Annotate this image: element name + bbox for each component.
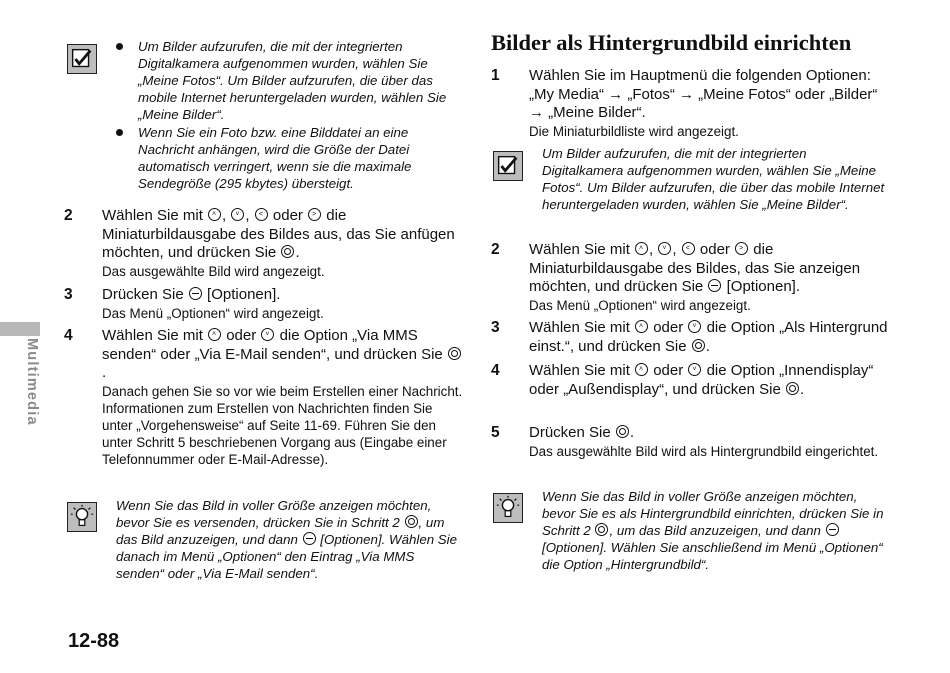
nav-down-icon: ˅: [688, 363, 701, 376]
step-result: Das ausgewählte Bild wird als Hintergrundbild eingerichtet.: [529, 443, 879, 459]
step-2: 2 Wählen Sie mit ˄ , ˅ , < oder > die Miniaturbildausgabe des Bildes, das Sie anzeigen möchten, und drücken Sie [Optionen]. Das Menü „Optionen“ wird angezeigt.: [491, 241, 891, 314]
nav-down-icon: ˅: [231, 208, 244, 221]
step-3: 3 Wählen Sie mit ˄ oder ˅ die Option „Als Hintergrund einst.“, und drücken Sie .: [491, 319, 888, 355]
nav-right-icon: >: [735, 242, 748, 255]
softkey-icon: [708, 279, 721, 292]
step-result: Das Menü „Optionen“ wird angezeigt.: [529, 297, 751, 313]
step-2: 2 Wählen Sie mit ˄ , ˅ , < oder > die Miniaturbildausgabe des Bildes aus, das Sie anfügen möchten, und drücken Sie . Das ausgewählte Bild wird angezeigt.: [64, 207, 464, 280]
nav-left-icon: <: [255, 208, 268, 221]
lightbulb-tip-icon: [493, 493, 523, 523]
right-note: Um Bilder aufzurufen, die mit der integrierten Digitalkamera aufgenommen wurden, wählen Sie „Meine Fotos“. Um Bilder aufzurufen, die über das mobile Internet heruntergeladen wurden, wählen Sie „Meine Bilder“.: [542, 146, 885, 212]
nav-down-icon: ˅: [688, 320, 701, 333]
center-key-icon: [405, 515, 418, 528]
step-number: 4: [64, 327, 73, 344]
softkey-icon: [303, 532, 316, 545]
nav-up-icon: ˄: [635, 320, 648, 333]
list-item: Wenn Sie ein Foto bzw. eine Bilddatei an eine Nachricht anhängen, wird die Größe der Datei automatisch verringert, wenn sie die maximale Sendegröße (295 kbytes) übersteigt.: [116, 124, 461, 192]
nav-left-icon: <: [682, 242, 695, 255]
nav-down-icon: ˅: [261, 328, 274, 341]
step-number: 3: [491, 319, 500, 336]
step-number: 5: [491, 424, 500, 441]
softkey-icon: [189, 287, 202, 300]
nav-up-icon: ˄: [208, 328, 221, 341]
step-4: 4 Wählen Sie mit ˄ oder ˅ die Option „Innendisplay“ oder „Außendisplay“, und drücken Sie .: [491, 362, 874, 398]
left-tip: Wenn Sie das Bild in voller Größe anzeigen möchten, bevor Sie es versenden, drücken Sie in Schritt 2 , um das Bild anzuzeigen, und dann [Optionen]. Wählen Sie danach im Menü „Optionen“ den Eintrag „Via MMS senden“ oder „Via E-Mail senden“.: [116, 498, 458, 581]
step-number: 1: [491, 67, 500, 84]
page-number: 12-88: [68, 630, 120, 652]
list-item: Um Bilder aufzurufen, die mit der integrierten Digitalkamera aufgenommen wurden, wählen Sie „Meine Fotos“. Um Bilder aufzurufen, die über das mobile Internet heruntergeladen wurden, wählen Sie „Meine Bilder“.: [116, 38, 461, 123]
nav-right-icon: >: [308, 208, 321, 221]
center-key-icon: [692, 339, 705, 352]
step-1: 1 Wählen Sie im Hauptmenü die folgenden Optionen: „My Media“ → „Fotos“ → „Meine Fotos“ oder „Bilder“ → „Meine Bilder“. Die Miniaturbildliste wird angezeigt.: [491, 67, 891, 140]
step-number: 4: [491, 362, 500, 379]
step-number: 2: [491, 241, 500, 258]
step-result: Danach gehen Sie so vor wie beim Erstellen einer Nachricht. Informationen zum Erstellen von Nachrichten finden Sie unter „Vorgehensweise“ auf Seite 11-69. Führen Sie den unter Schritt 5 beschriebenen Vorgang aus (Eingabe einer Telefonnummer oder E-Mail-Adresse).: [102, 383, 463, 467]
softkey-icon: [826, 523, 839, 536]
step-4: 4 Wählen Sie mit ˄ oder ˅ die Option „Via MMS senden“ oder „Via E-Mail senden“, und drücken Sie . Danach gehen Sie so vor wie beim Erstellen einer Nachricht. Informationen zum Erstellen von Nachrichten finden Sie unter „Vorgehensweise“ auf Seite 11-69. Führen Sie den unter Schritt 5 beschriebenen Vorgang aus (Eingabe einer Telefonnummer oder E-Mail-Adresse).: [64, 327, 463, 467]
step-result: Das Menü „Optionen“ wird angezeigt.: [102, 305, 324, 321]
center-key-icon: [281, 245, 294, 258]
nav-up-icon: ˄: [635, 363, 648, 376]
step-number: 3: [64, 286, 73, 303]
checkmark-note-icon: [493, 151, 523, 181]
nav-up-icon: ˄: [208, 208, 221, 221]
nav-down-icon: ˅: [658, 242, 671, 255]
section-label: Multimedia: [24, 338, 40, 426]
right-tip: Wenn Sie das Bild in voller Größe anzeigen möchten, bevor Sie es als Hintergrundbild einrichten, drücken Sie in Schritt 2 , um das Bild anzuzeigen, und dann [Optionen]. Wählen Sie anschließend im Menü „Optionen“ die Option „Hintergrundbild“.: [542, 489, 884, 572]
step-5: 5 Drücken Sie . Das ausgewählte Bild wird als Hintergrundbild eingerichtet.: [491, 424, 891, 460]
section-heading: Bilder als Hintergrundbild einrichten: [491, 30, 852, 55]
nav-up-icon: ˄: [635, 242, 648, 255]
step-number: 2: [64, 207, 73, 224]
center-key-icon: [595, 523, 608, 536]
center-key-icon: [616, 425, 629, 438]
lightbulb-tip-icon: [67, 502, 97, 532]
step-result: Das ausgewählte Bild wird angezeigt.: [102, 263, 325, 279]
checkmark-note-icon: [67, 44, 97, 74]
center-key-icon: [786, 382, 799, 395]
step-3: 3 Drücken Sie [Optionen]. Das Menü „Optionen“ wird angezeigt.: [64, 286, 464, 322]
section-tab: [0, 322, 40, 336]
center-key-icon: [448, 347, 461, 360]
left-note: [116, 38, 461, 193]
step-result: Die Miniaturbildliste wird angezeigt.: [529, 123, 739, 139]
